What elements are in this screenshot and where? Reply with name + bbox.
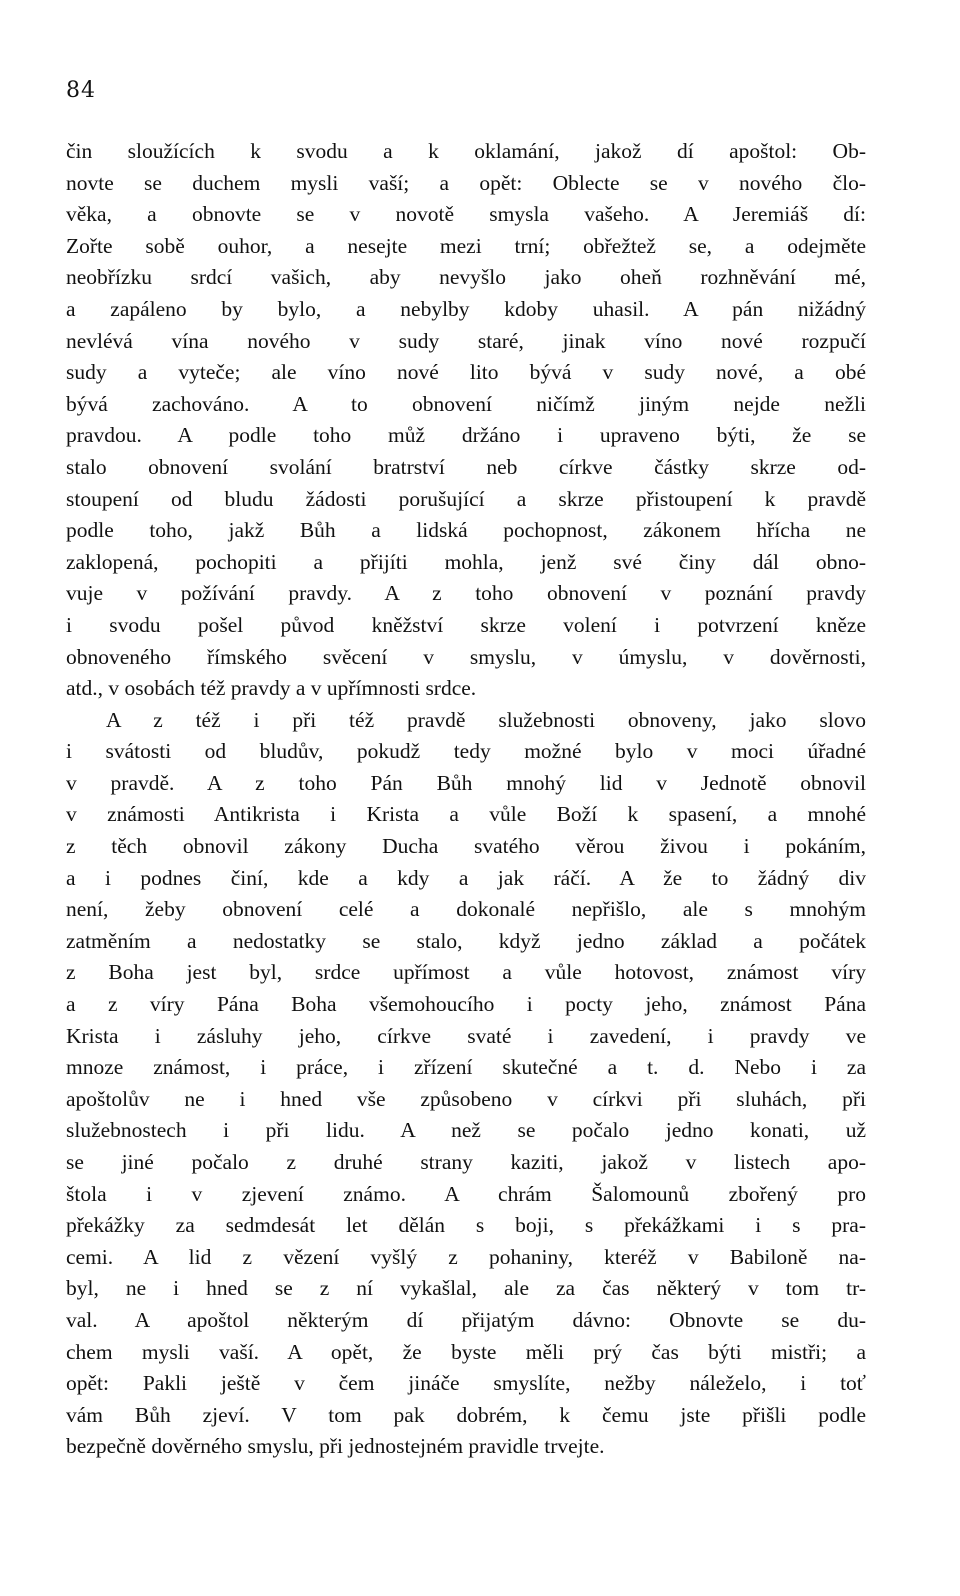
text-line: překážky za sedmdesát let dělán s boji, s překážkami i s pra- [66, 1213, 866, 1238]
text-line: pravdou. A podle toho můž držáno i upraveno býti, že se [66, 423, 866, 448]
text-line: není, žeby obnovení celé a dokonalé nepřišlo, ale s mnohým [66, 897, 866, 922]
text-line: mnoze známost, i práce, i zřízení skutečné a t. d. Nebo i za [66, 1055, 866, 1080]
text-line: cemi. A lid z vězení vyšlý z pohaniny, kteréž v Babiloně na- [66, 1244, 866, 1269]
text-line: A z též i při též pravdě služebnosti obnoveny, jako slovo [106, 707, 866, 732]
page-number: 84 [66, 78, 96, 103]
text-line: zatměním a nedostatky se stalo, když jedno základ a počátek [66, 928, 866, 953]
text-line: i svátosti od bludův, pokudž tedy možné bylo v moci úřadné [66, 739, 866, 764]
body-text [66, 136, 866, 1463]
text-line: bezpečně dověrného smyslu, při jednostejném pravidle trvejte. [66, 1434, 605, 1459]
text-line: Krista i zásluhy jeho, církve svaté i zavedení, i pravdy ve [66, 1023, 866, 1048]
text-line: se jiné počalo z druhé strany kaziti, jakož v listech apo- [66, 1150, 866, 1174]
text-line: novte se duchem mysli vaší; a opět: Oblecte se v nového člo- [66, 170, 866, 195]
text-line: vuje v požívání pravdy. A z toho obnovení v poznání pravdy [66, 581, 866, 606]
text-line: opět: Pakli ještě v čem jináče smyslíte, nežby náleželo, i toť [66, 1371, 866, 1396]
text-line: vám Bůh zjeví. V tom pak dobrém, k čemu jste přišli podle [66, 1402, 866, 1427]
text-line: nevlévá vína nového v sudy staré, jinak víno nové rozpučí [66, 328, 866, 353]
text-line: stalo obnovení svolání bratrství neb církve částky skrze od- [66, 454, 866, 479]
text-line: chem mysli vaší. A opět, že byste měli prý čas býti mistři; a [66, 1339, 866, 1364]
text-line: neobřízku srdcí vašich, aby nevyšlo jako oheň rozhněvání mé, [66, 265, 866, 290]
text-line: věka, a obnovte se v novotě smysla vašeho. A Jeremiáš dí: [66, 202, 866, 227]
text-line: z Boha jest byl, srdce upřímost a vůle hotovost, známost víry [66, 960, 866, 985]
text-line: z těch obnovil zákony Ducha svatého věrou živou i pokáním, [66, 834, 866, 859]
text-line: zaklopená, pochopiti a přijíti mohla, jenž své činy dál obno- [66, 549, 866, 574]
text-line: bývá zachováno. A to obnovení ničímž jiným nejde nežli [66, 391, 866, 416]
text-line: stoupení od bludu žádosti porušující a skrze přistoupení k pravdě [66, 486, 866, 511]
text-line: a i podnes činí, kde a kdy a jak ráčí. A že to žádný div [66, 865, 866, 890]
text-line: v známosti Antikrista i Krista a vůle Boží k spasení, a mnohé [66, 802, 866, 827]
text-line: val. A apoštol některým dí přijatým dávno: Obnovte se du- [66, 1307, 866, 1332]
text-line: v pravdě. A z toho Pán Bůh mnohý lid v Jednotě obnovil [66, 770, 866, 795]
text-line: podle toho, jakž Bůh a lidská pochopnost, zákonem hřícha ne [66, 518, 866, 543]
text-line: a z víry Pána Boha všemohoucího i pocty jeho, známost Pána [66, 992, 866, 1017]
text-line: atd., v osobách též pravdy a v upřímnosti srdce. [66, 676, 477, 701]
text-line: štola i v zjevení známo. A chrám Šalomounů zbořený pro [66, 1181, 866, 1206]
text-line: apoštolův ne i hned vše způsobeno v církvi při sluhách, při [66, 1086, 866, 1111]
text-line: byl, ne i hned se z ní vykašlal, ale za čas některý v tom tr- [66, 1276, 866, 1301]
text-line: služebnostech i při lidu. A než se počalo jedno konati, už [66, 1118, 866, 1143]
text-line: sudy a vyteče; ale víno nové lito bývá v sudy nové, a obé [66, 360, 866, 385]
text-line: obnoveného římského svěcení v smyslu, v úmyslu, v dověrnosti, [66, 644, 866, 669]
text-line: a zapáleno by bylo, a nebylby kdoby uhasil. A pán nižádný [66, 296, 866, 321]
text-line: čin sloužících k svodu a k oklamání, jakož dí apoštol: Ob- [66, 139, 866, 163]
text-line: Zořte sobě ouhor, a nesejte mezi trní; obřežtež se, a odejměte [66, 233, 866, 258]
text-line: i svodu pošel původ kněžství skrze volení i potvrzení kněze [66, 612, 866, 637]
